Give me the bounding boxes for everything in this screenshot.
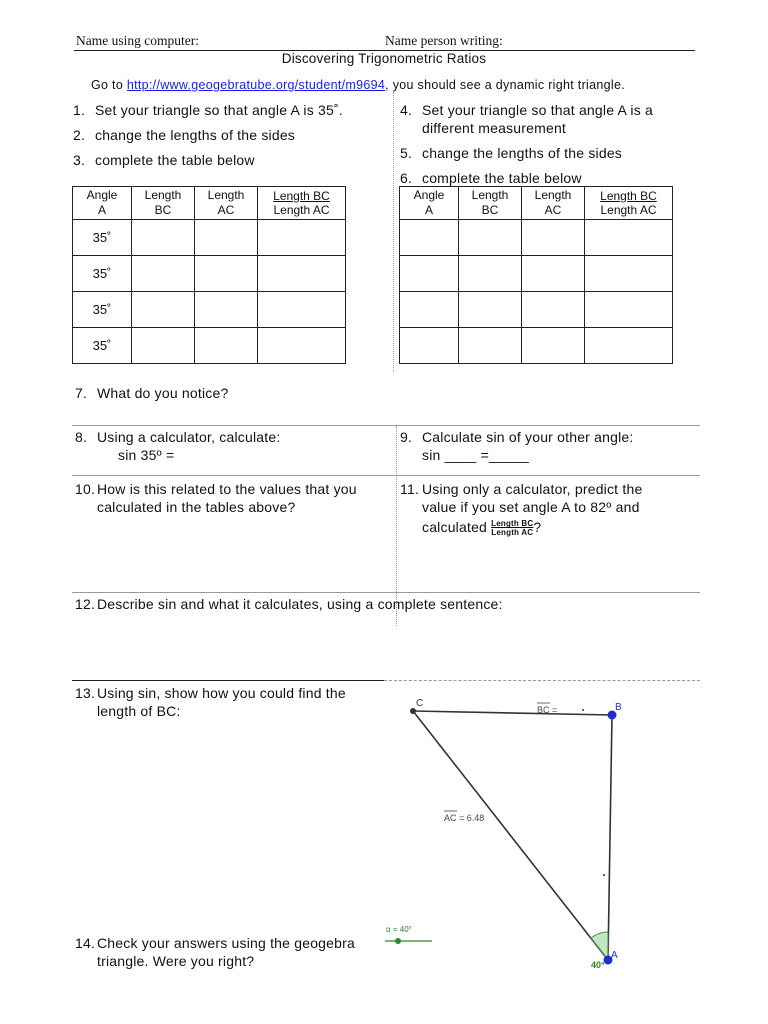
step-1-text: Set your triangle so that angle A is 35˚. [95,102,343,118]
question-12: 12. Describe sin and what it calculates, using a complete sentence: [75,596,503,612]
goto-prefix: Go to [91,78,127,92]
th-ratio: Length BC Length AC [585,187,673,220]
side-cb [413,711,612,715]
name-person-writing-label: Name person writing: [385,33,503,48]
page-title: Discovering Trigonometric Ratios [281,51,487,66]
th-angle: Angle A [73,187,132,220]
question-9: 9. Calculate sin of your other angle: sin ____ =_____ [400,429,634,463]
step-3: 3. complete the table below [73,152,255,168]
label-angle-a: 40° [591,960,605,970]
step-5: 5. change the lengths of the sides [400,145,623,161]
step-2-text: change the lengths of the sides [95,127,296,143]
goto-suffix: , you should see a dynamic right triangle. [385,78,625,92]
step-5-text: change the lengths of the sides [422,145,623,161]
slider-handle[interactable] [395,938,401,944]
th-length-bc: Length BC [459,187,522,220]
th-angle: Angle A [400,187,459,220]
step-4-text: Set your triangle so that angle A is a [422,102,653,118]
th-length-ac: Length AC [522,187,585,220]
angle-cell: 35˚ [73,328,132,364]
dot-marker [582,709,584,711]
step-6: 6. complete the table below [400,170,582,186]
question-7: 7. What do you notice? [75,385,229,401]
step-3-text: complete the table below [95,152,255,168]
question-14: 14. Check your answers using the geogebra triangle. Were you right? [75,935,355,969]
label-bc-length: BC = [537,705,558,715]
dot-marker [603,874,605,876]
step-6-text: complete the table below [422,170,582,186]
th-length-ac: Length AC [195,187,258,220]
label-point-c: C [416,698,424,709]
th-length-bc: Length BC [132,187,195,220]
mini-fraction: Length BC Length AC [491,519,534,538]
step-2: 2. change the lengths of the sides [73,127,296,143]
angle-cell: 35˚ [73,256,132,292]
label-ac-length: AC = 6.48 [444,813,485,823]
geogebra-link[interactable]: http://www.geogebratube.org/student/m9694 [126,78,386,92]
side-ca [413,711,608,960]
angle-cell: 35˚ [73,220,132,256]
question-8: 8. Using a calculator, calculate: sin 35º = [75,429,281,463]
question-13: 13. Using sin, show how you could find the length of BC: [75,685,346,719]
question-11: 11. Using only a calculator, predict the value if you set angle A to 82º and calculated Length BC Length AC ? [400,481,643,538]
th-ratio: Length BC Length AC [258,187,346,220]
question-10: 10. How is this related to the values that you calculated in the tables above? [75,481,357,515]
angle-cell: 35˚ [73,292,132,328]
step-1: 1. Set your triangle so that angle A is 35˚. [73,102,343,118]
label-point-b: B [615,702,622,713]
label-point-a: A [611,950,618,961]
name-using-computer-label: Name using computer: [76,33,199,48]
slider-label: α = 40° [386,925,412,934]
angle-a-arc [591,932,608,960]
side-ba [608,715,612,960]
step-4: 4. Set your triangle so that angle A is a different measurement [400,102,653,136]
